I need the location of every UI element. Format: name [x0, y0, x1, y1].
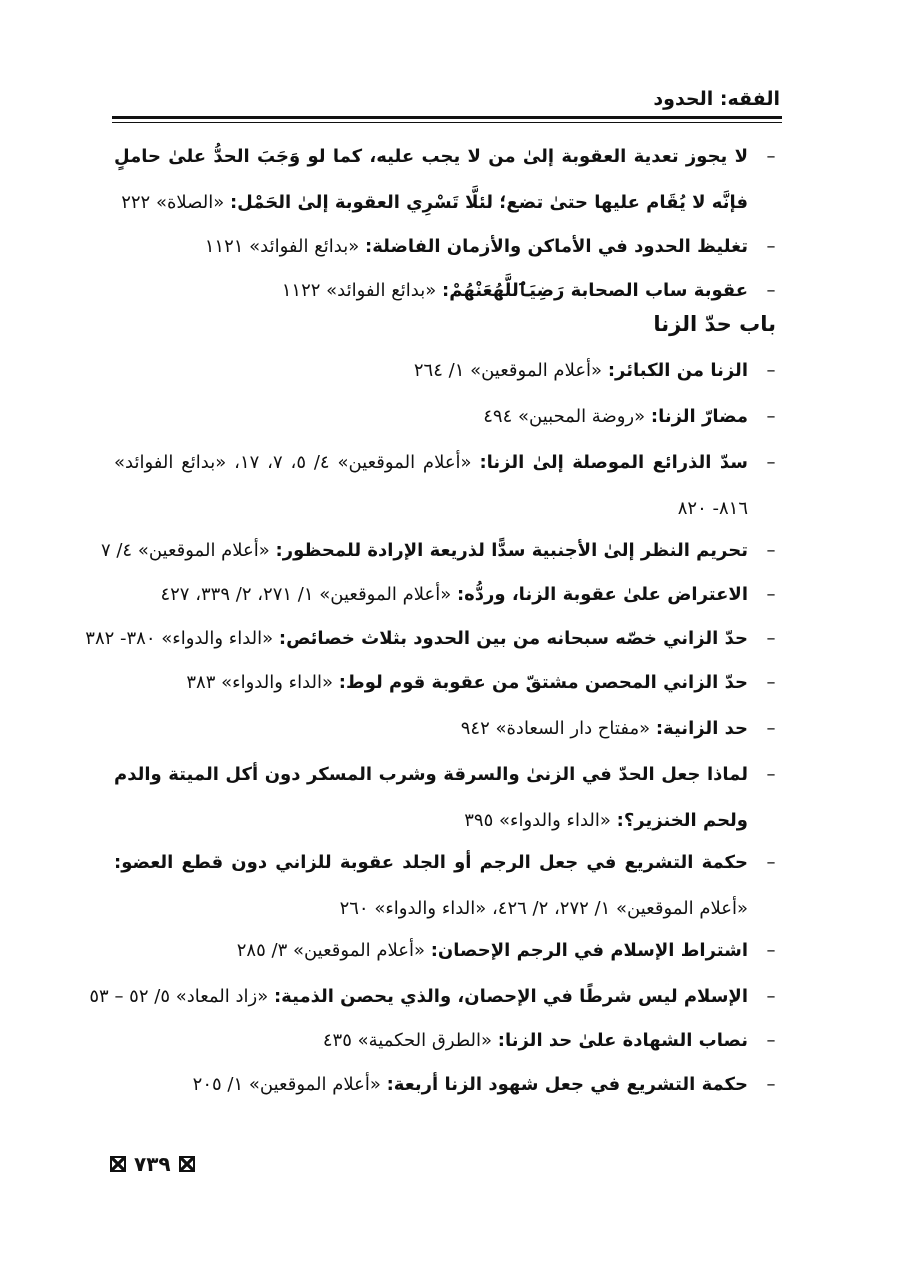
dash-marker: – [766, 146, 776, 167]
dash-marker: – [766, 452, 776, 473]
entry-reference: «مفتاح دار السعادة» ٩٤٢ [460, 718, 651, 739]
entry-topic: الزنا من الكبائر: [607, 360, 748, 381]
entry-reference: «أعلام الموقعين» ٣/ ٢٨٥ [236, 940, 425, 961]
dash-marker: – [766, 940, 776, 961]
entry-reference: «روضة المحبين» ٤٩٤ [483, 406, 646, 427]
dash-marker: – [766, 718, 776, 739]
entry-reference: «أعلام الموقعين» ٤/ ٥، ٧، ١٧، «بدائع الفوائد» ٨١٦- ٨٢٠ [114, 452, 748, 519]
entry-topic: حكمة التشريع في جعل شهود الزنا أربعة: [386, 1074, 748, 1095]
entry-reference: «بدائع الفوائد» ١١٢٢ [281, 280, 437, 301]
section-heading: باب حدّ الزنا [653, 312, 776, 336]
running-header: الفقه: الحدود [653, 88, 780, 110]
entry-reference: «الصلاة» ٢٢٢ [121, 192, 225, 213]
index-entry [114, 134, 782, 226]
entry-topic: الإسلام ليس شرطًا في الإحصان، والذي يحصن الذمية: [273, 986, 748, 1007]
entry-reference: «الداء والدواء» ٣٨٠- ٣٨٢ [85, 628, 274, 649]
entry-topic: حدّ الزاني خصّه سبحانه من بين الحدود بثلاث خصائص: [278, 628, 748, 649]
entry-topic: نصاب الشهادة علىٰ حد الزنا: [497, 1030, 748, 1051]
index-entry [114, 572, 782, 618]
index-entry [114, 1018, 782, 1064]
dash-marker: – [766, 360, 776, 381]
entry-topic: مضارّ الزنا: [650, 406, 748, 427]
page-footer [110, 1152, 195, 1176]
index-entry [114, 440, 782, 532]
entry-reference: «الداء والدواء» ٣٩٥ [464, 810, 611, 831]
dash-marker: – [766, 1074, 776, 1095]
index-entry [89, 974, 782, 1020]
header-rule-thin [112, 122, 782, 123]
entry-topic: لماذا جعل الحدّ في الزنىٰ والسرقة وشرب المسكر دون أكل الميتة والدم ولحم الخنزير؟: [114, 764, 748, 831]
index-entry [114, 268, 782, 314]
entry-topic: تغليظ الحدود في الأماكن والأزمان الفاضلة: [365, 236, 748, 257]
dash-marker: – [766, 628, 776, 649]
index-entry [114, 752, 782, 844]
ornament-icon [110, 1156, 126, 1172]
entry-reference: «أعلام الموقعين» ١/ ٢٧١، ٢/ ٣٣٩، ٤٢٧ [160, 584, 452, 605]
index-entry [114, 1062, 782, 1108]
dash-marker: – [766, 236, 776, 257]
entry-topic: حد الزانية: [655, 718, 748, 739]
index-entry [114, 840, 782, 932]
entry-reference: «أعلام الموقعين» ١/ ٢٦٤ [413, 360, 603, 381]
index-entry [114, 348, 782, 394]
dash-marker: – [766, 406, 776, 427]
entry-reference: «أعلام الموقعين» ١/ ٢٠٥ [192, 1074, 381, 1095]
dash-marker: – [766, 986, 776, 1007]
entry-topic: حدّ الزاني المحصن مشتقّ من عقوبة قوم لوط: [338, 672, 748, 693]
dash-marker: – [766, 540, 776, 561]
dash-marker: – [766, 852, 776, 873]
entry-reference: «أعلام الموقعين» ٤/ ٧ [100, 540, 270, 561]
dash-marker: – [766, 280, 776, 301]
entry-topic: لا يجوز تعدية العقوبة إلىٰ من لا يجب عليه، كما لو وَجَبَ الحدُّ علىٰ حاملٍ فإنَّه لا يُقَام عليها حتىٰ تضع؛ لئلَّا تَسْرِي العقوبة إلىٰ الحَمْل: [114, 146, 748, 213]
entry-reference: «الطرق الحكمية» ٤٣٥ [322, 1030, 493, 1051]
entry-topic: اشتراط الإسلام في الرجم الإحصان: [430, 940, 748, 961]
entry-reference: «بدائع الفوائد» ١١٢١ [204, 236, 360, 257]
index-entry [114, 706, 782, 752]
dash-marker: – [766, 764, 776, 785]
entry-topic: حكمة التشريع في جعل الرجم أو الجلد عقوبة للزاني دون قطع العضو: [114, 852, 748, 873]
dash-marker: – [766, 672, 776, 693]
entry-topic: سدّ الذرائع الموصلة إلىٰ الزنا: [479, 452, 748, 473]
entry-reference: «أعلام الموقعين» ١/ ٢٧٢، ٢/ ٤٢٦، «الداء والدواء» ٢٦٠ [339, 898, 748, 919]
index-entry [85, 616, 782, 662]
entry-reference: «زاد المعاد» ٥/ ٥٢ – ٥٣ [89, 986, 269, 1007]
header-rule [112, 116, 782, 119]
dash-marker: – [766, 584, 776, 605]
entry-topic: عقوبة ساب الصحابة رَضِيَٱللَّهُعَنْهُمْ: [442, 280, 748, 301]
entry-reference: «الداء والدواء» ٣٨٣ [186, 672, 334, 693]
index-entry [114, 660, 782, 706]
entry-topic: الاعتراض علىٰ عقوبة الزنا، وردُّه: [456, 584, 748, 605]
index-entry [114, 224, 782, 270]
index-entry [114, 928, 782, 974]
index-entry [114, 394, 782, 440]
dash-marker: – [766, 1030, 776, 1051]
ornament-icon [179, 1156, 195, 1172]
entry-topic: تحريم النظر إلىٰ الأجنبية سدًّا لذريعة الإرادة للمحظور: [275, 540, 748, 561]
index-entry [100, 528, 782, 574]
page-number: ٧٣٩ [134, 1152, 171, 1176]
